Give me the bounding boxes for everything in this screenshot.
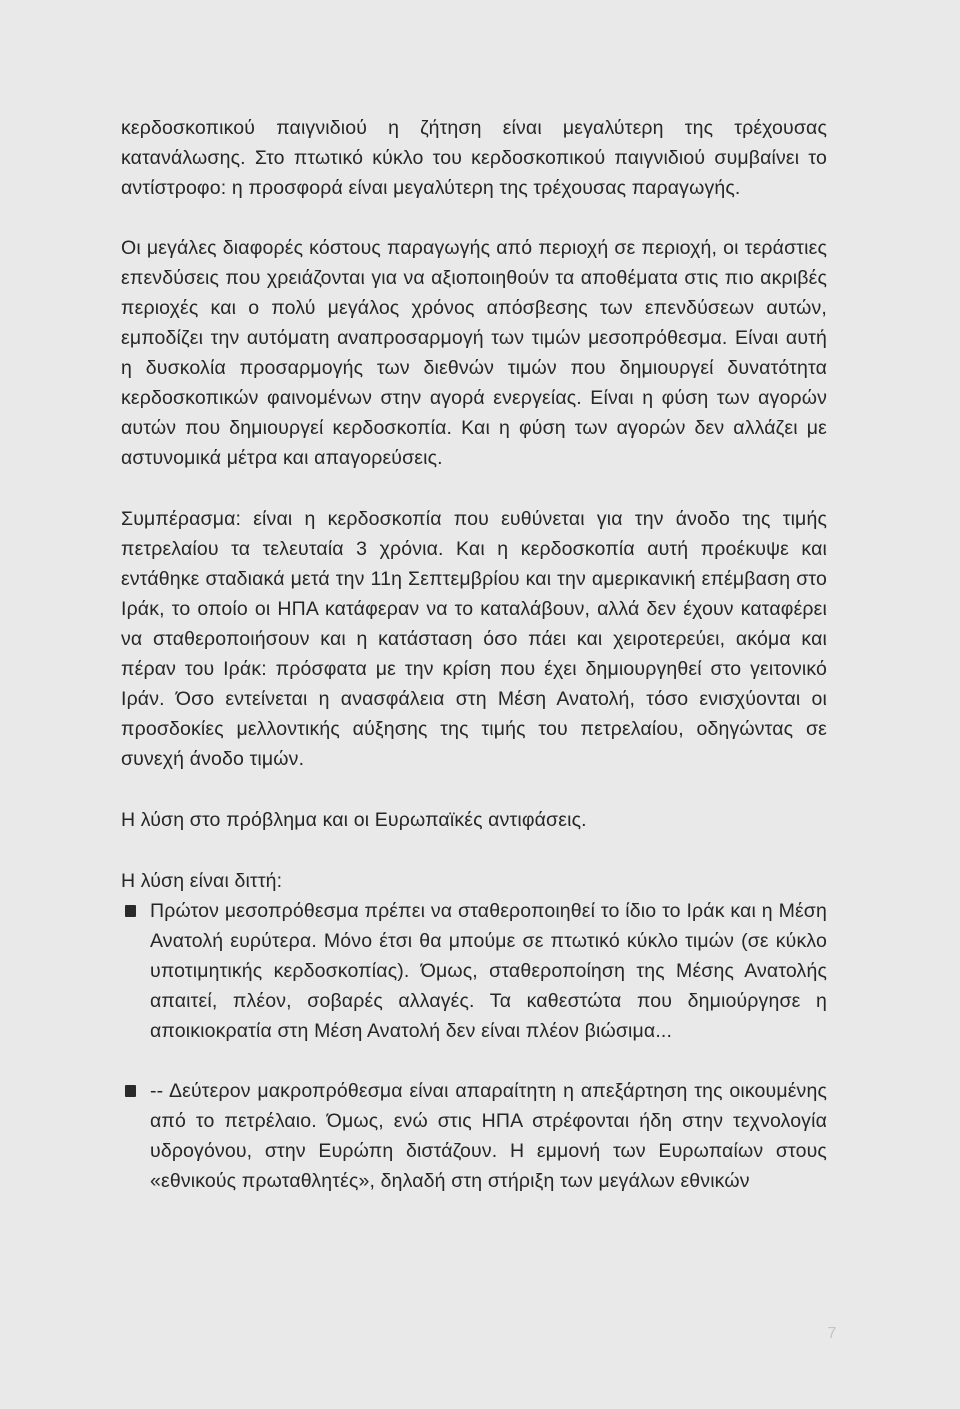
document-page: [121, 113, 827, 1196]
list-item: [121, 896, 827, 1046]
list-item: [121, 1076, 827, 1196]
square-bullet-icon: [125, 905, 136, 917]
paragraph-solution-intro: Η λύση είναι διττή:: [121, 870, 283, 892]
paragraph-conclusion: Συμπέρασμα: είναι η κερδοσκοπία που ευθύνεται για την άνοδο της τιμής πετρελαίου τα τελευταία 3 χρόνια. Και η κερδοσκοπία αυτή προέκυψε και εντάθηκε σταδιακά μετά την 11η Σεπτεμβρίου και την αμερικανική επέμβαση στο Ιράκ, το οποίο οι ΗΠΑ κατάφεραν να το καταλάβουν, αλλά δεν έχουν καταφέρει να σταθεροποιήσουν και η κατάσταση όσο πάει και χειροτερεύει, ακόμα και πέραν του Ιράκ: πρόσφατα με την κρίση που έχει δημιουργηθεί στο γειτονικό Ιράν. Όσο εντείνεται η ανασφάλεια στη Μέση Ανατολή, τόσο ενισχύονται οι προσδοκίες μελλοντικής αύξησης της τιμής του πετρελαίου, οδηγώντας σε συνεχή άνοδο τιμών.: [121, 508, 827, 770]
bullet-text-first: Πρώτον μεσοπρόθεσμα πρέπει να σταθεροποιηθεί το ίδιο το Ιράκ και η Μέση Ανατολή ευρύτερα. Μόνο έτσι θα μπούμε σε πτωτικό κύκλο τιμών (σε κύκλο υποτιμητικής κερδοσκοπίας). Όμως, σταθεροποίηση της Μέσης Ανατολής απαιτεί, πλέον, σοβαρές αλλαγές. Τα καθεστώτα που δημιούργησε η αποικιοκρατία στη Μέση Ανατολή δεν είναι πλέον βιώσιμα...: [150, 900, 827, 1042]
section-heading: Η λύση στο πρόβλημα και οι Ευρωπαϊκές αντιφάσεις.: [121, 809, 587, 831]
paragraph-cost-differences: Οι μεγάλες διαφορές κόστους παραγωγής από περιοχή σε περιοχή, οι τεράστιες επενδύσεις που χρειάζονται για να αξιοποιηθούν τα αποθέματα στις πιο ακριβές περιοχές και ο πολύ μεγάλος χρόνος απόσβεσης των επενδύσεων αυτών, εμποδίζει την αυτόματη αναπροσαρμογή των τιμών μεσοπρόθεσμα. Είναι αυτή η δυσκολία προσαρμογής των διεθνών τιμών που δημιουργεί δυνατότητα κερδοσκοπικών φαινομένων στην αγορά ενεργείας. Είναι η φύση των αγορών αυτών που δημιουργεί κερδοσκοπία. Και η φύση των αγορών δεν αλλάζει με αστυνομικά μέτρα και απαγορεύσεις.: [121, 237, 827, 469]
paragraph-speculative-cycle: κερδοσκοπικού παιγνιδιού η ζήτηση είναι μεγαλύτερη της τρέχουσας κατανάλωσης. Στο πτωτικό κύκλο του κερδοσκοπικού παιγνιδιού συμβαίνει το αντίστροφο: η προσφορά είναι μεγαλύτερη της τρέχουσας παραγωγής.: [121, 117, 827, 199]
square-bullet-icon: [125, 1085, 136, 1097]
page-number: 7: [827, 1325, 837, 1342]
bullet-text-second: -- Δεύτερον μακροπρόθεσμα είναι απαραίτητη η απεξάρτηση της οικουμένης από το πετρέλαιο. Όμως, ενώ στις ΗΠΑ στρέφονται ήδη στην τεχνολογία υδρογόνου, στην Ευρώπη διστάζουν. Η εμμονή των Ευρωπαίων στους «εθνικούς πρωταθλητές», δηλαδή στη στήριξη των μεγάλων εθνικών: [150, 1080, 827, 1192]
solution-list: [121, 896, 827, 1196]
